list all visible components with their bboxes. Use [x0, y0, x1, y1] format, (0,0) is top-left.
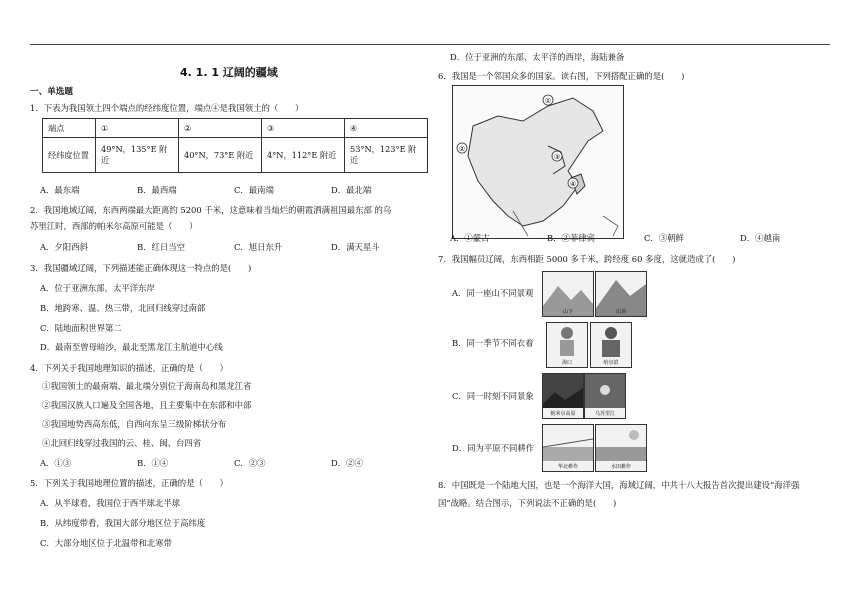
q1-option-c[interactable]: C．最南端 [234, 185, 274, 195]
paddy-farming-picture: 水田耕作 [595, 424, 647, 472]
map-label-3: ③ [553, 153, 561, 161]
q2-option-c[interactable]: C．旭日东升 [234, 242, 283, 252]
q4-option-c[interactable]: C．②③ [234, 458, 266, 468]
mountain-foot-picture: 山下 [542, 271, 594, 317]
north-farming-picture: 华北耕作 [542, 424, 594, 472]
q7-option-c[interactable]: C．同一时刻不同景象 [452, 391, 534, 401]
q3-option-d[interactable]: D．最南至曾母暗沙，最北至黑龙江主航道中心线 [40, 342, 223, 352]
q3-option-c[interactable]: C．陆地面积世界第二 [40, 323, 122, 333]
harbin-clothing-picture: 哈尔滨 [590, 322, 632, 368]
q1-option-d[interactable]: D．最北端 [331, 185, 372, 195]
q6-stem: 6．我国是一个邻国众多的国家。读右图，下列搭配正确的是( ) [438, 71, 685, 81]
map-label-4: ④ [569, 180, 577, 188]
q5-option-a[interactable]: A．从半球看，我国位于西半球北半球 [40, 498, 181, 508]
map-illustration [453, 86, 623, 238]
q7-option-b[interactable]: B．同一季节不同衣着 [452, 338, 534, 348]
q7-option-d[interactable]: D．同为平原不同耕作 [452, 443, 535, 453]
q5-option-c[interactable]: C．大部分地区位于北温带和北寒带 [40, 538, 173, 548]
q1-option-a[interactable]: A．最东端 [40, 185, 80, 195]
q4-option-a[interactable]: A．①③ [40, 458, 72, 468]
q4-item-2: ②我国汉族人口遍及全国各地，且主要集中在东部和中部 [42, 400, 252, 410]
q6-option-c[interactable]: C．③朝鲜 [644, 233, 684, 243]
q4-option-d[interactable]: D．②④ [331, 458, 363, 468]
q3-stem: 3．我国疆域辽阔，下列描述能正确体现这一特点的是( ) [30, 263, 252, 273]
header-rule [30, 44, 830, 45]
q8-stem-line2: 国”战略。结合图示，下列说法不正确的是( ) [438, 498, 617, 508]
q3-option-a[interactable]: A．位于亚洲东部，太平洋东岸 [40, 283, 155, 293]
q5-option-d[interactable]: D．位于亚洲的东部、太平洋的西岸，海陆兼备 [450, 52, 625, 62]
q2-option-d[interactable]: D．满天星斗 [331, 242, 380, 252]
q5-option-b[interactable]: B．从纬度带看，我国大部分地区位于高纬度 [40, 518, 206, 528]
q8-stem-line1: 8．中国既是一个陆地大国，也是一个海洋大国，海域辽阔，中共十八大报告首次提出建设“海洋强 [438, 480, 800, 490]
q7-stem: 7．我国幅员辽阔，东西相距 5000 多千米，跨经度 60 多度，这就造成了( ) [438, 254, 736, 264]
section-heading: 一、单选题 [30, 87, 73, 97]
q4-option-b[interactable]: B．①④ [137, 458, 169, 468]
ussuri-scene-picture: 乌苏里江 [584, 373, 626, 419]
q6-option-b[interactable]: B．②菲律宾 [547, 233, 596, 243]
q3-option-b[interactable]: B．地跨寒、温、热三带，北回归线穿过南部 [40, 303, 206, 313]
q1-option-b[interactable]: B．最西端 [137, 185, 177, 195]
haikou-clothing-picture: 海口 [546, 322, 588, 368]
q1-stem: 1．下表为我国领土四个端点的经纬度位置，端点④是我国领土的（ ） [30, 103, 304, 113]
endpoint-table [42, 118, 428, 173]
map-label-1: ① [544, 97, 552, 105]
q4-item-3: ③我国地势西高东低，自西向东呈三级阶梯状分布 [42, 419, 227, 429]
q2-stem-line1: 2．我国地域辽阔，东西两端最大距离约 5200 千米，这意味着当灿烂的朝霞洒满祖国最东部 的乌 [30, 205, 392, 215]
q4-item-4: ④北回归线穿过我国的云、桂、闽、台四省 [42, 438, 202, 448]
map-label-2: ② [458, 145, 466, 153]
pamir-scene-picture: 帕米尔高原 [542, 373, 584, 419]
q4-item-1: ①我国领土的最南端、最北端分别位于海南岛和黑龙江省 [42, 381, 252, 391]
q2-stem-line2: 苏里江时，西部的帕米尔高原可能是（ ） [30, 221, 198, 231]
table-row: 端点 ① ② ③ ④ [43, 119, 428, 138]
q2-option-b[interactable]: B．红日当空 [137, 242, 186, 252]
table-row: 经纬度位置 49°N，135°E 附近 40°N，73°E 附近 4°N，112°E 附近 53°N，123°E 附近 [43, 138, 428, 173]
q6-option-a[interactable]: A．①蒙古 [450, 233, 490, 243]
q5-stem: 5．下列关于我国地理位置的描述，正确的是（ ） [30, 478, 228, 488]
mountain-top-picture: 山顶 [595, 271, 647, 317]
q2-option-a[interactable]: A．夕阳西斜 [40, 242, 88, 252]
q7-option-a[interactable]: A．同一座山不同景观 [452, 288, 534, 298]
page-title: 4. 1. 1 辽阔的疆域 [180, 66, 278, 79]
q6-option-d[interactable]: D．④越南 [740, 233, 781, 243]
q4-stem: 4．下列关于我国地理知识的描述，正确的是（ ） [30, 363, 228, 373]
neighbor-countries-map [452, 85, 624, 239]
